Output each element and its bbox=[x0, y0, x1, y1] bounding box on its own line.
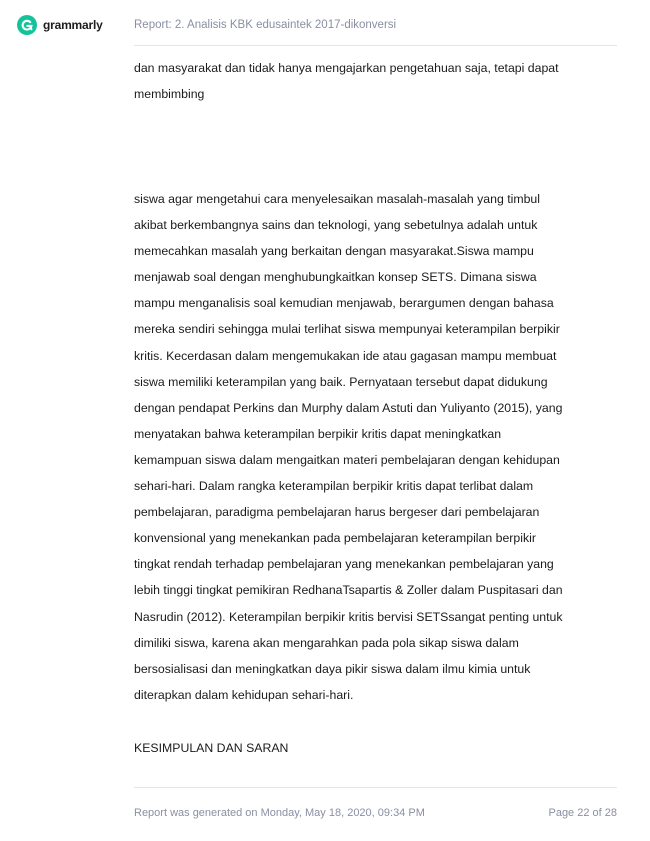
text-line: pembelajaran, paradigma pembelajaran harus bergeser dari pembelajaran bbox=[134, 505, 540, 520]
text-line: konvensional yang menekankan pada pembelajaran keterampilan berpikir bbox=[134, 531, 536, 546]
section-heading: KESIMPULAN DAN SARAN bbox=[134, 741, 289, 755]
text-line: mereka sendiri sehingga mulai terlihat siswa mempunyai keterampilan berpikir bbox=[134, 322, 560, 337]
text-line: tingkat rendah terhadap pembelajaran yang menekankan pembelajaran yang bbox=[134, 557, 554, 572]
paragraph-1 bbox=[134, 55, 619, 107]
text-line: dan masyarakat dan tidak hanya mengajarkan pengetahuan saja, tetapi dapat bbox=[134, 61, 559, 75]
text-line: menjawab soal dengan menghubungkaitkan konsep SETS. Dimana siswa bbox=[134, 270, 537, 285]
header-divider bbox=[134, 45, 617, 46]
text-line: kemampuan siswa dalam mengaitkan materi pembelajaran dengan kehidupan bbox=[134, 452, 560, 467]
text-line: akibat berkembangnya sains dan teknologi, yang sebetulnya adalah untuk bbox=[134, 218, 538, 233]
text-line: siswa agar mengetahui cara menyelesaikan masalah-masalah yang timbul bbox=[134, 192, 541, 206]
text-line: lebih tinggi tingkat pemikiran RedhanaTsapartis & Zoller dalam Puspitasari dan bbox=[134, 583, 563, 598]
report-generated-text: Report was generated on Monday, May 18, 2020, 09:34 PM bbox=[134, 807, 425, 819]
text-line: memecahkan masalah yang berkaitan dengan masyarakat.Siswa mampu bbox=[134, 244, 534, 259]
grammarly-logo bbox=[17, 15, 103, 35]
paragraph-2 bbox=[134, 186, 619, 708]
text-line: membimbing bbox=[134, 87, 205, 102]
report-title: Report: 2. Analisis KBK edusaintek 2017-dikonversi bbox=[134, 19, 397, 31]
text-line: siswa memiliki keterampilan yang baik. Pernyataan tersebut dapat didukung bbox=[134, 374, 548, 389]
text-line: Nasrudin (2012). Keterampilan berpikir kritis bervisi SETSsangat penting untuk bbox=[134, 609, 563, 624]
text-line: menyatakan bahwa keterampilan berpikir kritis dapat meningkatkan bbox=[134, 426, 502, 441]
text-line: kritis. Kecerdasan dalam mengemukakan ide atau gagasan mampu membuat bbox=[134, 348, 557, 363]
page-number: Page 22 of 28 bbox=[548, 807, 617, 819]
footer-divider bbox=[134, 787, 617, 788]
grammarly-g-icon bbox=[17, 15, 37, 35]
text-line: dimiliki siswa, karena akan mengarahkan pada pola sikap siswa dalam bbox=[134, 635, 519, 650]
text-line: diterapkan dalam kehidupan sehari-hari. bbox=[134, 687, 354, 702]
text-line: dengan pendapat Perkins dan Murphy dalam Astuti dan Yuliyanto (2015), yang bbox=[134, 400, 563, 415]
text-line: bersosialisasi dan meningkatkan daya pikir siswa dalam ilmu kimia untuk bbox=[134, 661, 531, 676]
text-line: mampu menganalisis soal kemudian menjawab, berargumen dengan bahasa bbox=[134, 296, 554, 311]
text-line: sehari-hari. Dalam rangka keterampilan berpikir kritis dapat terlibat dalam bbox=[134, 479, 534, 494]
brand-name: grammarly bbox=[43, 18, 103, 32]
